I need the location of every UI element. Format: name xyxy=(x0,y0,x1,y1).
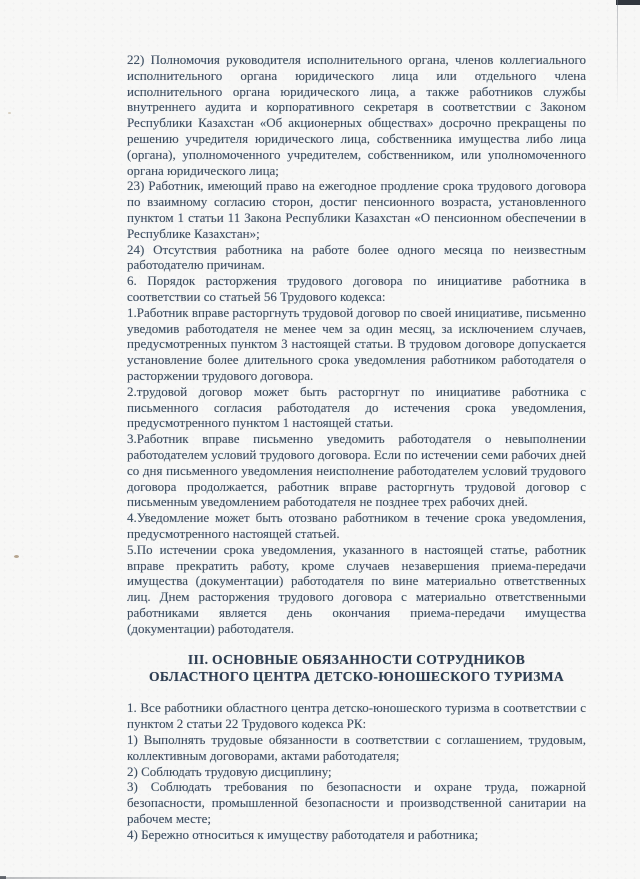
paragraph-6-5: 5.По истечении срока уведомления, указанного в настоящей статье, работник вправе прекратить работу, кроме случаев незавершения приема-передачи имущества (документации) работодателя по вине материально ответственных лиц. Днем расторжения трудового договора с материально ответственными работниками является день окончания приема-передачи имущества (документации) работодателя. xyxy=(127,541,586,636)
paragraph-s3-1: 1. Все работники областного центра детско-юношеского туризма в соответствии с пунктом 2 статьи 22 Трудового кодекса РК: xyxy=(127,700,586,732)
paragraph-s3-item3: 3) Соблюдать требования по безопасности и охране труда, пожарной безопасности, промышленной безопасности и производственной санитарии на рабочем месте; xyxy=(127,779,586,827)
paragraph-6-3: 3.Работник вправе письменно уведомить работодателя о невыполнении работодателем условий трудового договора. Если по истечении семи рабочих дней со дня письменного уведомления неисполнение работодателем условий трудового договора продолжается, работник вправе расторгнуть трудовой договор с письменным уведомлением работодателя не позднее трех рабочих дней. xyxy=(127,431,586,510)
document-body xyxy=(127,52,586,843)
scan-artifact-top-right xyxy=(616,0,640,5)
scan-speck xyxy=(14,555,19,558)
paragraph-6-4: 4.Уведомление может быть отозвано работником в течение срока уведомления, предусмотренного настоящей статьей. xyxy=(127,510,586,541)
paragraph-6: 6. Порядок расторжения трудового договора по инициативе работника в соответствии со статьей 56 Трудового кодекса: xyxy=(127,273,586,304)
paragraph-s3-item4: 4) Бережно относиться к имуществу работодателя и работника; xyxy=(127,826,479,842)
scan-speck xyxy=(8,112,11,114)
paragraph-24: 24) Отсутствия работника на работе более одного месяца по неизвестным работодателю причинам. xyxy=(127,241,586,273)
paragraph-s3-item1: 1) Выполнять трудовые обязанности в соответствии с соглашением, трудовым, коллективным договорами, актами работодателя; xyxy=(127,732,586,763)
section-heading-line2: ОБЛАСТНОГО ЦЕНТРА ДЕТСКО-ЮНОШЕСКОГО ТУРИЗМА xyxy=(148,668,565,684)
scan-edge-line xyxy=(617,0,618,110)
paragraph-6-1: 1.Работник вправе расторгнуть трудовой договор по своей инициативе, письменно уведомив работодателя не менее чем за один месяц, за исключением случаев, предусмотренных пунктом 3 настоящей статьи. В трудовом договоре допускается установление более длительного срока уведомления работником работодателя о расторжении трудового договора. xyxy=(127,304,586,383)
paragraph-22: 22) Полномочия руководителя исполнительного органа, членов коллегиального исполнительного органа юридического лица или отдельного члена исполнительного органа юридического лица, а также работников службы внутреннего аудита и корпоративного секретаря в соответствии с Законом Республики Казахстан «Об акционерных обществах» досрочно прекращены по решению учредителя юридического лица, собственника имущества либо лица (органа), уполномоченного учредителем, собственником, или уполномоченного органа юридического лица; xyxy=(127,52,586,178)
paragraph-6-2: 2.трудовой договор может быть расторгнут по инициативе работника с письменного согласия работодателя до истечения срока уведомления, предусмотренного пунктом 1 настоящей статьи. xyxy=(127,383,586,431)
paragraph-23: 23) Работник, имеющий право на ежегодное продление срока трудового договора по взаимному согласию сторон, достиг пенсионного возраста, установленного пунктом 1 статьи 11 Закона Республики Казахстан «О пенсионном обеспечении в Республике Казахстан»; xyxy=(127,178,586,241)
section-heading-line1: III. ОСНОВНЫЕ ОБЯЗАННОСТИ СОТРУДНИКОВ xyxy=(187,652,526,668)
section-heading xyxy=(127,652,586,685)
paragraph-s3-item2: 2) Соблюдать трудовую дисциплину; xyxy=(127,763,332,779)
